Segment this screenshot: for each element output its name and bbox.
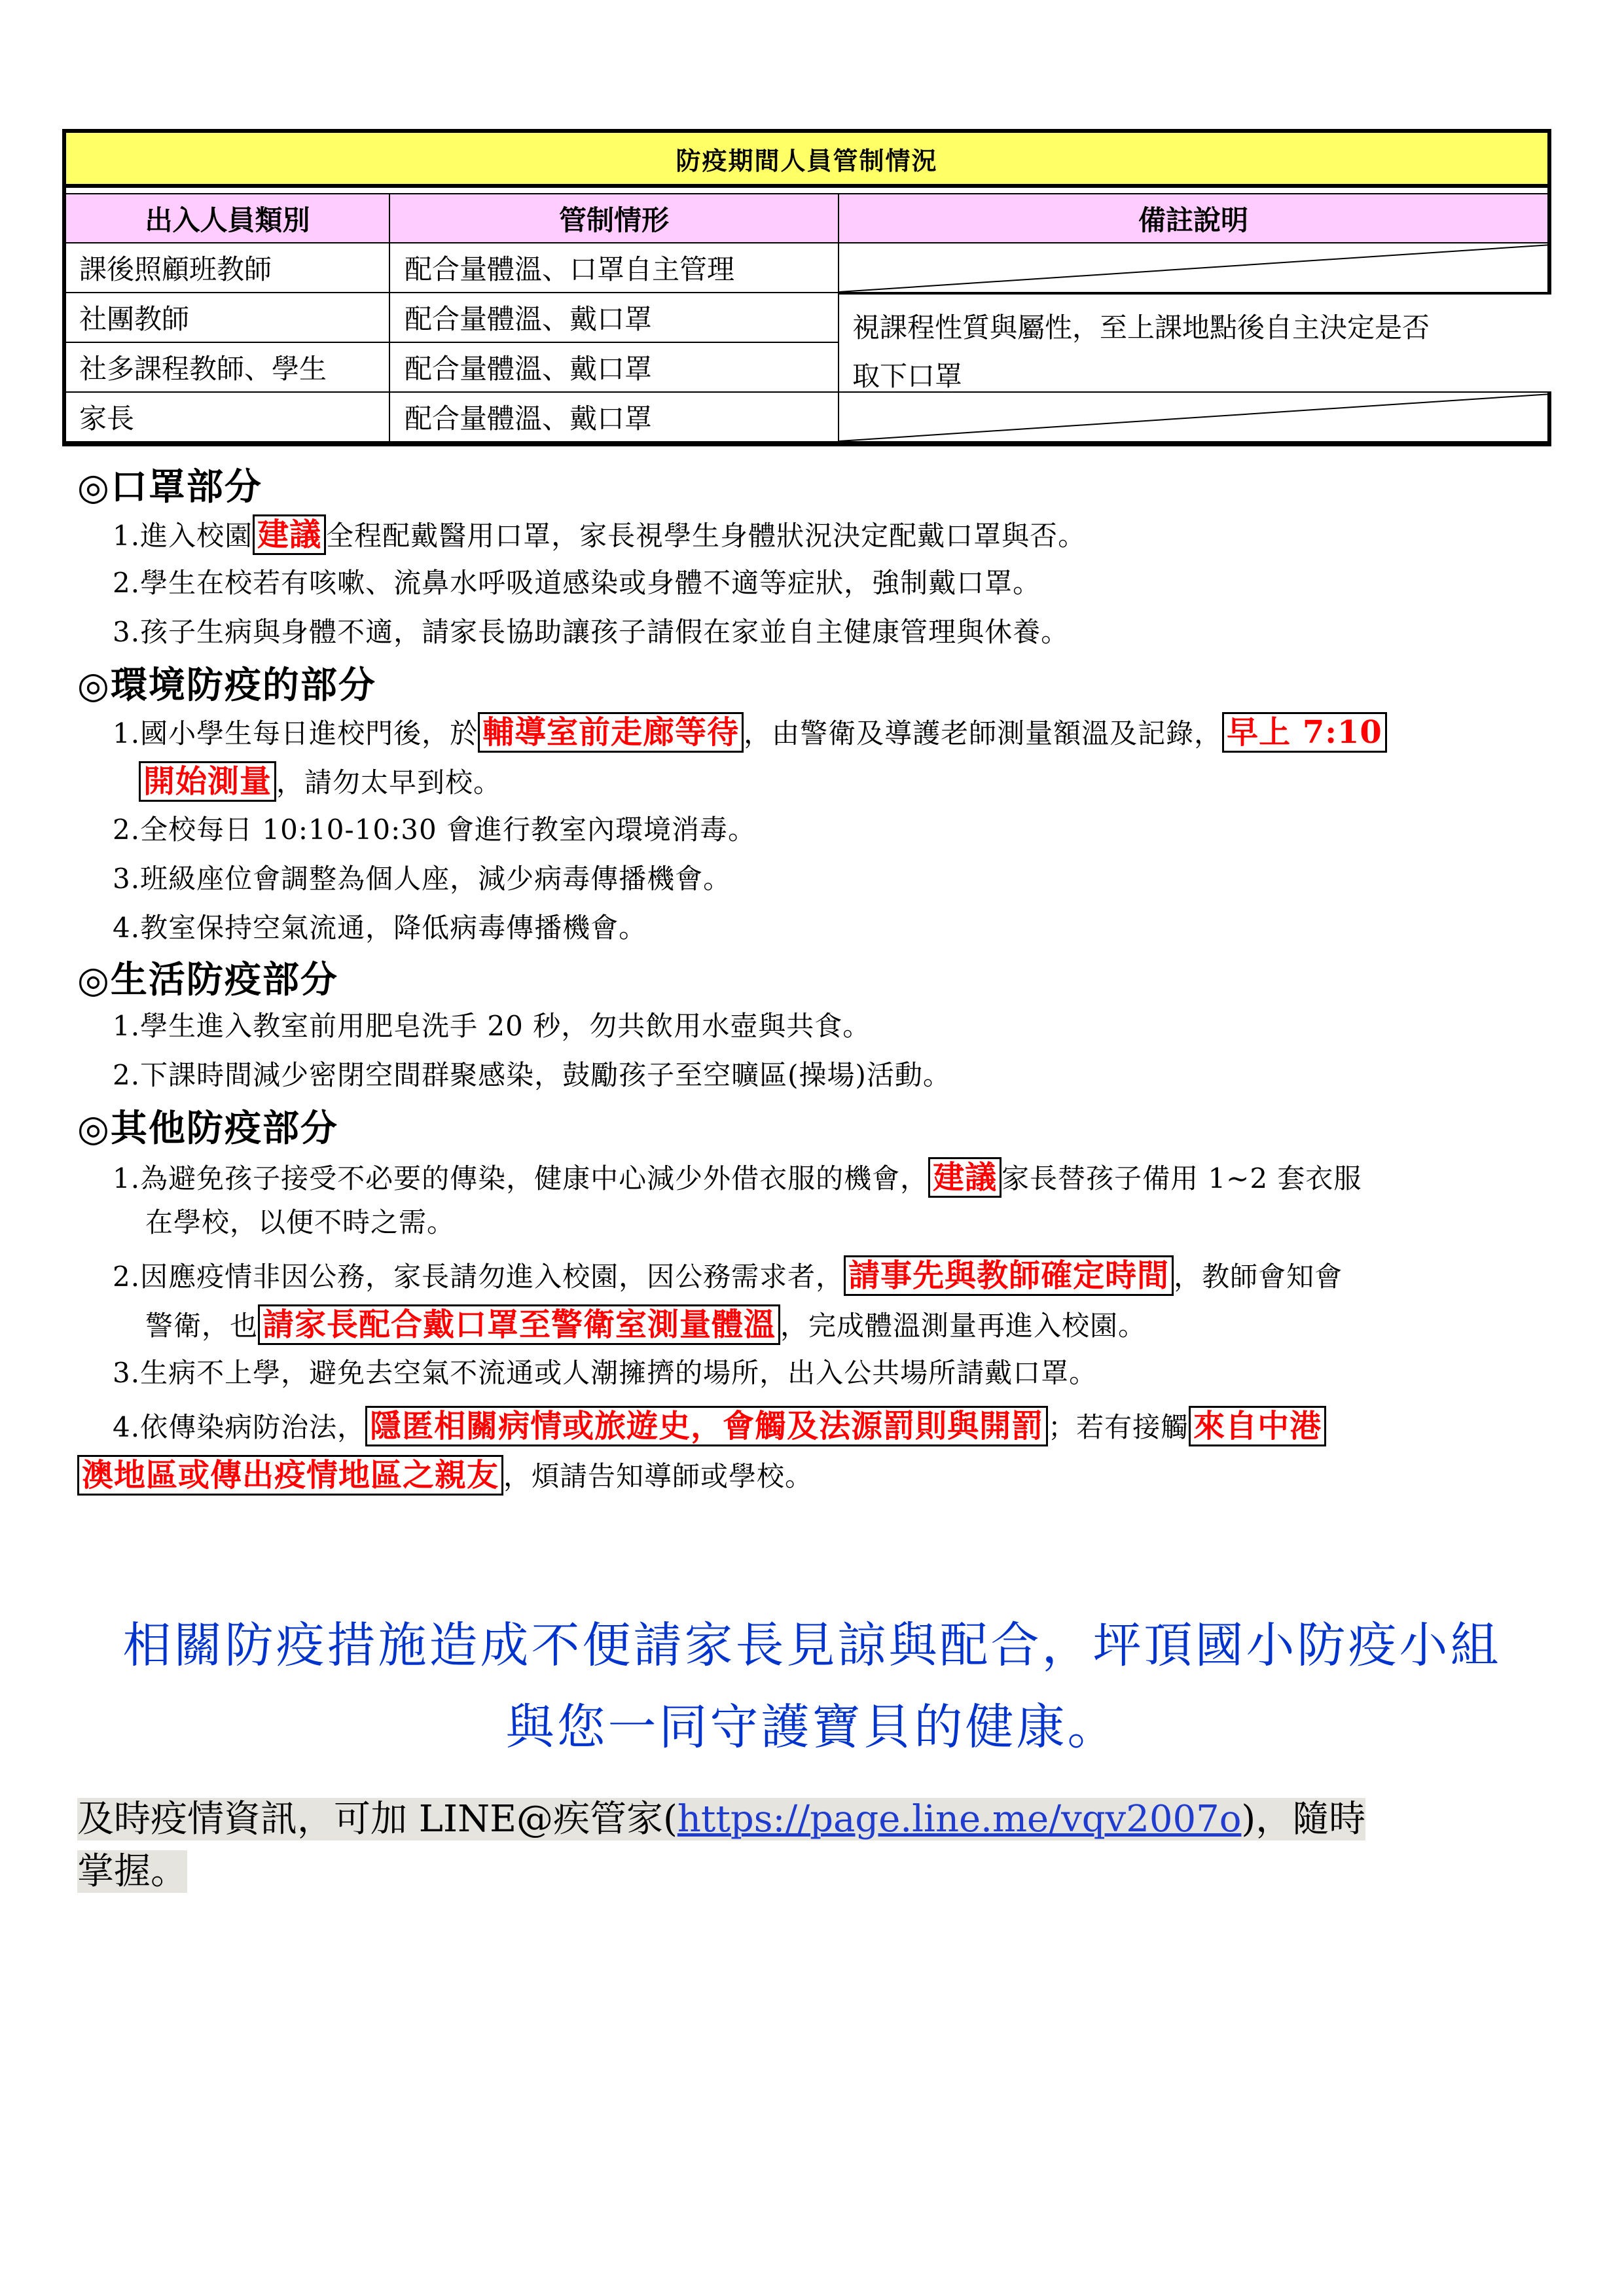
info-note [77,1793,1558,1898]
section-heading-environment: ◎環境防疫的部分 [77,664,376,707]
closing-line-1: 相關防疫措施造成不便請家長見諒與配合，坪頂國小防疫小組 [122,1617,1502,1674]
row-control: 配合量體溫、戴口罩 [390,343,839,391]
highlight-box: 請家長配合戴口罩至警衛室測量體溫 [258,1304,780,1345]
merged-note-cell [839,293,1551,393]
highlight-box: 輔導室前走廊等待 [478,712,744,753]
list-item: 2.全校每日 10:10-10:30 會進行教室內環境消毒。 [113,814,757,846]
list-item-continuation [77,1450,813,1495]
line-link[interactable]: https://page.line.me/vqv2007o [677,1798,1242,1840]
list-item [113,509,1086,554]
list-item-continuation [139,756,501,801]
item-text: 1.國小學生每日進校門後，於 [113,717,478,749]
item-text: 2.因應疫情非因公務，家長請勿進入校園，因公務需求者， [113,1261,844,1293]
control-table [62,129,1551,446]
highlight-box: 請事先與教師確定時間 [844,1255,1174,1296]
item-text: 1.進入校園 [113,520,253,552]
header-control: 管制情形 [390,194,839,242]
list-item: 2.下課時間減少密閉空間群聚感染，鼓勵孩子至空曠區(操場)活動。 [113,1059,951,1091]
table-spacer [66,188,1547,194]
table-title: 防疫期間人員管制情況 [66,133,1547,188]
list-item [113,707,1387,752]
list-item-continuation: 在學校，以便不時之需。 [145,1206,456,1238]
closing-line-2: 與您一同守護寶貝的健康。 [505,1699,1119,1755]
row-category: 家長 [66,393,390,441]
highlight-box: 建議 [253,514,326,555]
list-item: 4.教室保持空氣流通，降低病毒傳播機會。 [113,912,647,944]
highlight-box: 開始測量 [139,761,276,802]
row-category: 課後照顧班教師 [66,243,390,292]
list-item-continuation [145,1299,1146,1344]
info-suffix: )，隨時 [1241,1798,1366,1840]
table-body [66,243,1547,442]
highlight-box: 隱匿相關病情或旅遊史，會觸及法源罰則與開罰 [365,1406,1048,1446]
list-item: 3.孩子生病與身體不適，請家長協助讓孩子請假在家並自主健康管理與休養。 [113,616,1070,648]
item-text: ，完成體溫測量再進入校園。 [780,1310,1147,1342]
item-text: 家長替孩子備用 1~2 套衣服 [1001,1162,1362,1194]
section-heading-other: ◎其他防疫部分 [77,1107,338,1150]
highlight-box: 來自中港 [1189,1406,1326,1446]
item-text: ，由警衛及導護老師測量額溫及記錄， [744,717,1223,749]
list-item: 3.班級座位會調整為個人座，減少病毒傳播機會。 [113,863,732,895]
item-text: ，請勿太早到校。 [276,766,502,798]
info-text [77,1798,1365,1840]
list-item [113,1152,1362,1197]
info-line2: 掌握。 [77,1850,187,1893]
row-control: 配合量體溫、戴口罩 [390,293,839,342]
row-control: 配合量體溫、口罩自主管理 [390,243,839,292]
list-item: 1.學生進入教室前用肥皂洗手 20 秒，勿共飲用水壺與共食。 [113,1010,871,1042]
row-category: 社團教師 [66,293,390,342]
header-category: 出入人員類別 [66,194,390,242]
highlight-box: 建議 [928,1157,1001,1198]
table-header-row [66,194,1547,243]
list-item [113,1250,1343,1295]
item-text: 1.為避免孩子接受不必要的傳染，健康中心減少外借衣服的機會， [113,1162,929,1194]
row-control: 配合量體溫、戴口罩 [390,393,839,441]
highlight-box: 澳地區或傳出疫情地區之親友 [77,1455,503,1496]
item-text: 警衛，也 [145,1310,259,1342]
item-text: ，煩請告知導師或學校。 [503,1460,814,1492]
item-text: 全程配戴醫用口罩，家長視學生身體狀況決定配戴口罩與否。 [326,520,1087,552]
item-text: 4.依傳染病防治法， [113,1411,366,1443]
empty-cell-diagonal [839,243,1551,293]
header-note: 備註說明 [1138,204,1248,236]
item-text: ；若有接觸 [1048,1411,1189,1443]
item-text: ，教師會知會 [1174,1261,1343,1293]
info-prefix: 及時疫情資訊，可加 LINE@疾管家( [77,1798,677,1840]
row-category: 社多課程教師、學生 [66,343,390,391]
empty-cell-diagonal [839,393,1551,442]
highlight-box: 早上 7:10 [1222,712,1387,753]
section-heading-mask: ◎口罩部分 [77,465,262,509]
list-item: 2.學生在校若有咳嗽、流鼻水呼吸道感染或身體不適等症狀，強制戴口罩。 [113,567,1041,599]
section-heading-life: ◎生活防疫部分 [77,958,338,1001]
list-item: 3.生病不上學，避免去空氣不流通或人潮擁擠的場所，出入公共場所請戴口罩。 [113,1357,1098,1389]
merged-note-line2: 取下口罩 [852,360,963,392]
merged-note-line1: 視課程性質與屬性，至上課地點後自主決定是否 [852,312,1430,344]
list-item [113,1401,1326,1446]
